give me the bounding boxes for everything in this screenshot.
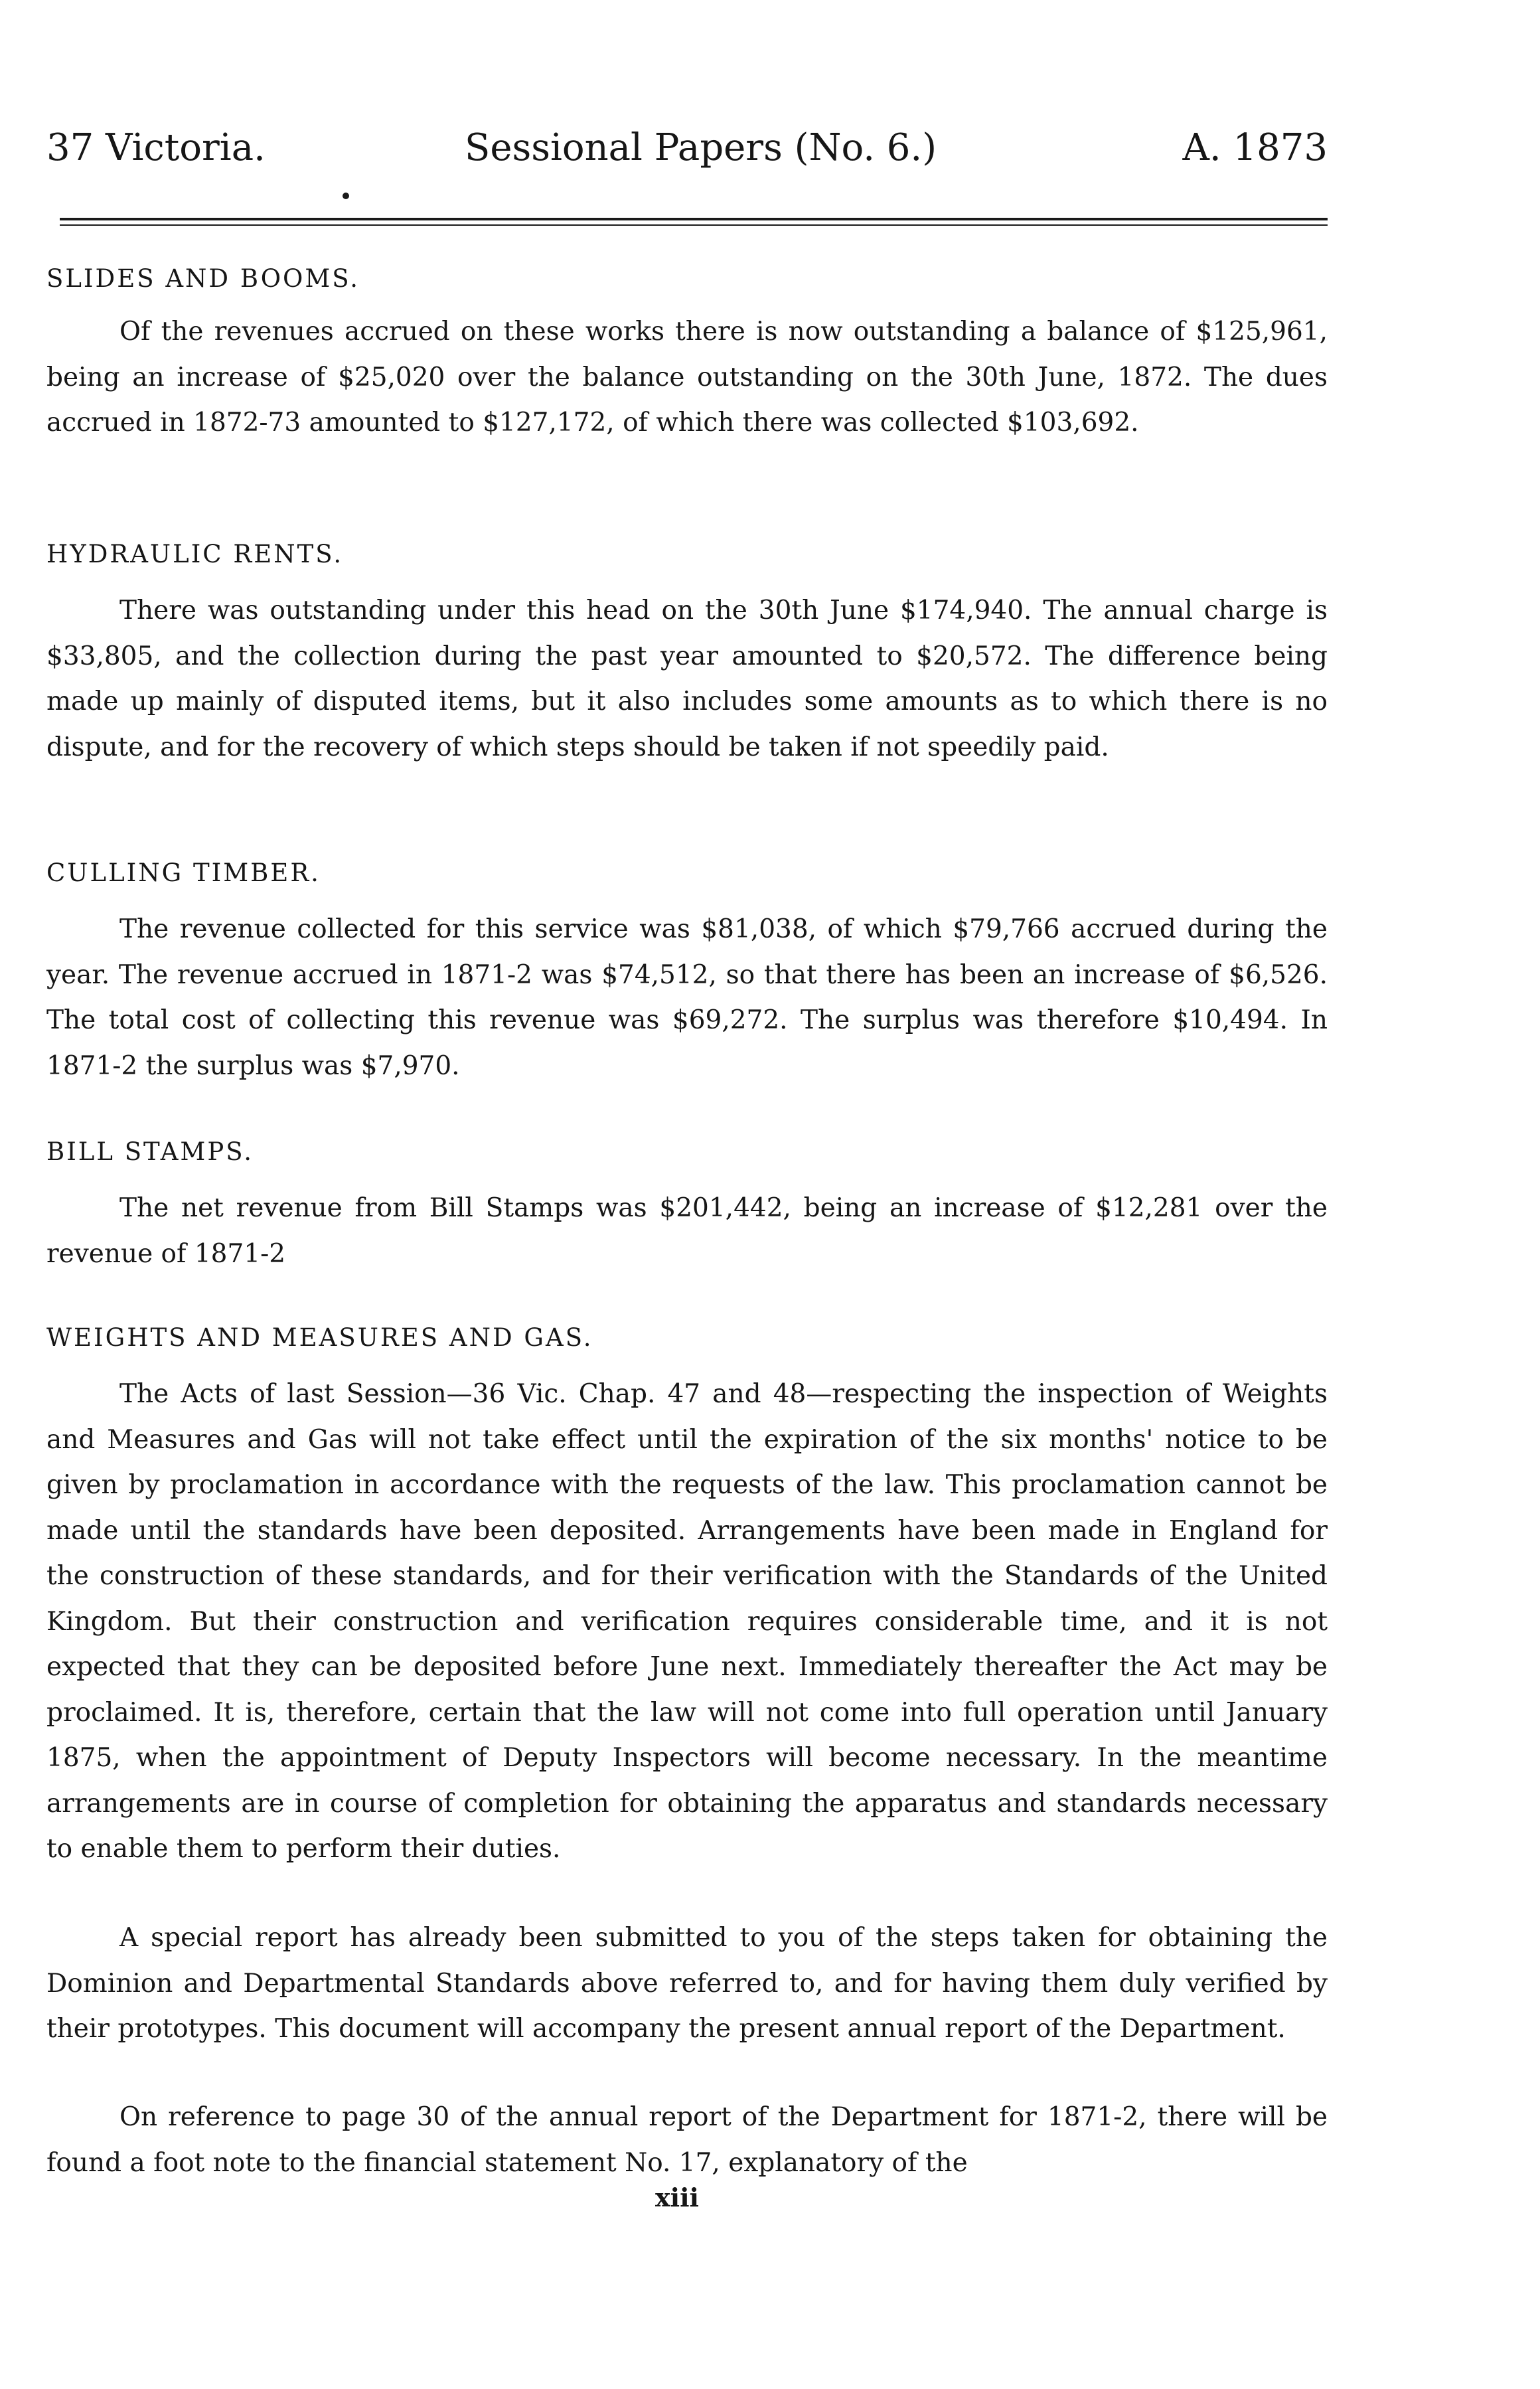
- header-rule-thin: [60, 224, 1328, 226]
- section-heading-weights-measures-gas: WEIGHTS AND MEASURES AND GAS.: [46, 1323, 593, 1352]
- header-year: A. 1873: [1182, 126, 1328, 169]
- header-rule-thick: [60, 218, 1328, 220]
- header-volume: 37 Victoria.: [46, 126, 266, 169]
- header-dot: [343, 193, 349, 199]
- paragraph-slides-and-booms: Of the revenues accrued on these works there is now outstanding a balance of $125,961, being an increase of $25,020 over the balance outstanding on the 30th June, 1872. The dues accrued in 1872-73 amounted to $127,172, of which there was collected $103,692.: [46, 317, 1328, 438]
- paragraph-weights-measures-gas-1: The Acts of last Session—36 Vic. Chap. 47 and 48—respecting the inspection of Weights and Measures and Gas will not take effect until the expiration of the six months' notice to be given by proclamation in accordance with the requests of the law. This proclamation cannot be made until the standards have been deposited. Arrangements have been made in England for the construction of these standards, and for their verification with the Standards of the United Kingdom. But their construction and verification requires considerable time, and it is not expected that they can be deposited before June next. Immediately thereafter the Act may be proclaimed. It is, therefore, certain that the law will not come into full operation until January 1875, when the appointment of Deputy Inspectors will become necessary. In the meantime arrangements are in course of completion for obtaining the apparatus and standards necessary to enable them to perform their duties.: [46, 1379, 1328, 1864]
- paragraph-weights-measures-gas-2: A special report has already been submitted to you of the steps taken for obtaining the Dominion and Departmental Standards above referred to, and for having them duly verified by their prototypes. This document will accompany the present annual report of the Department.: [46, 1923, 1328, 2044]
- running-header: [46, 118, 1328, 178]
- header-title: Sessional Papers (No. 6.): [465, 126, 937, 169]
- section-heading-bill-stamps: BILL STAMPS.: [46, 1137, 254, 1166]
- section-heading-slides-and-booms: SLIDES AND BOOMS.: [46, 264, 360, 293]
- section-heading-culling-timber: CULLING TIMBER.: [46, 859, 321, 887]
- paragraph-bill-stamps: The net revenue from Bill Stamps was $201,442, being an increase of $12,281 over the revenue of 1871-2: [46, 1193, 1328, 1269]
- page-folio: xiii: [655, 2183, 699, 2212]
- section-heading-hydraulic-rents: HYDRAULIC RENTS.: [46, 540, 344, 568]
- paragraph-weights-measures-gas-3: On reference to page 30 of the annual report of the Department for 1871-2, there will be found a foot note to the financial statement No. 17, explanatory of the: [46, 2102, 1328, 2178]
- paragraph-hydraulic-rents: There was outstanding under this head on the 30th June $174,940. The annual charge is $33,805, and the collection during the past year amounted to $20,572. The difference being made up mainly of disputed items, but it also includes some amounts as to which there is no dispute, and for the recovery of which steps should be taken if not speedily paid.: [46, 596, 1328, 762]
- paragraph-culling-timber: The revenue collected for this service was $81,038, of which $79,766 accrued during the year. The revenue accrued in 1871-2 was $74,512, so that there has been an increase of $6,526. The total cost of collecting this revenue was $69,272. The surplus was therefore $10,494. In 1871-2 the surplus was $7,970.: [46, 914, 1328, 1081]
